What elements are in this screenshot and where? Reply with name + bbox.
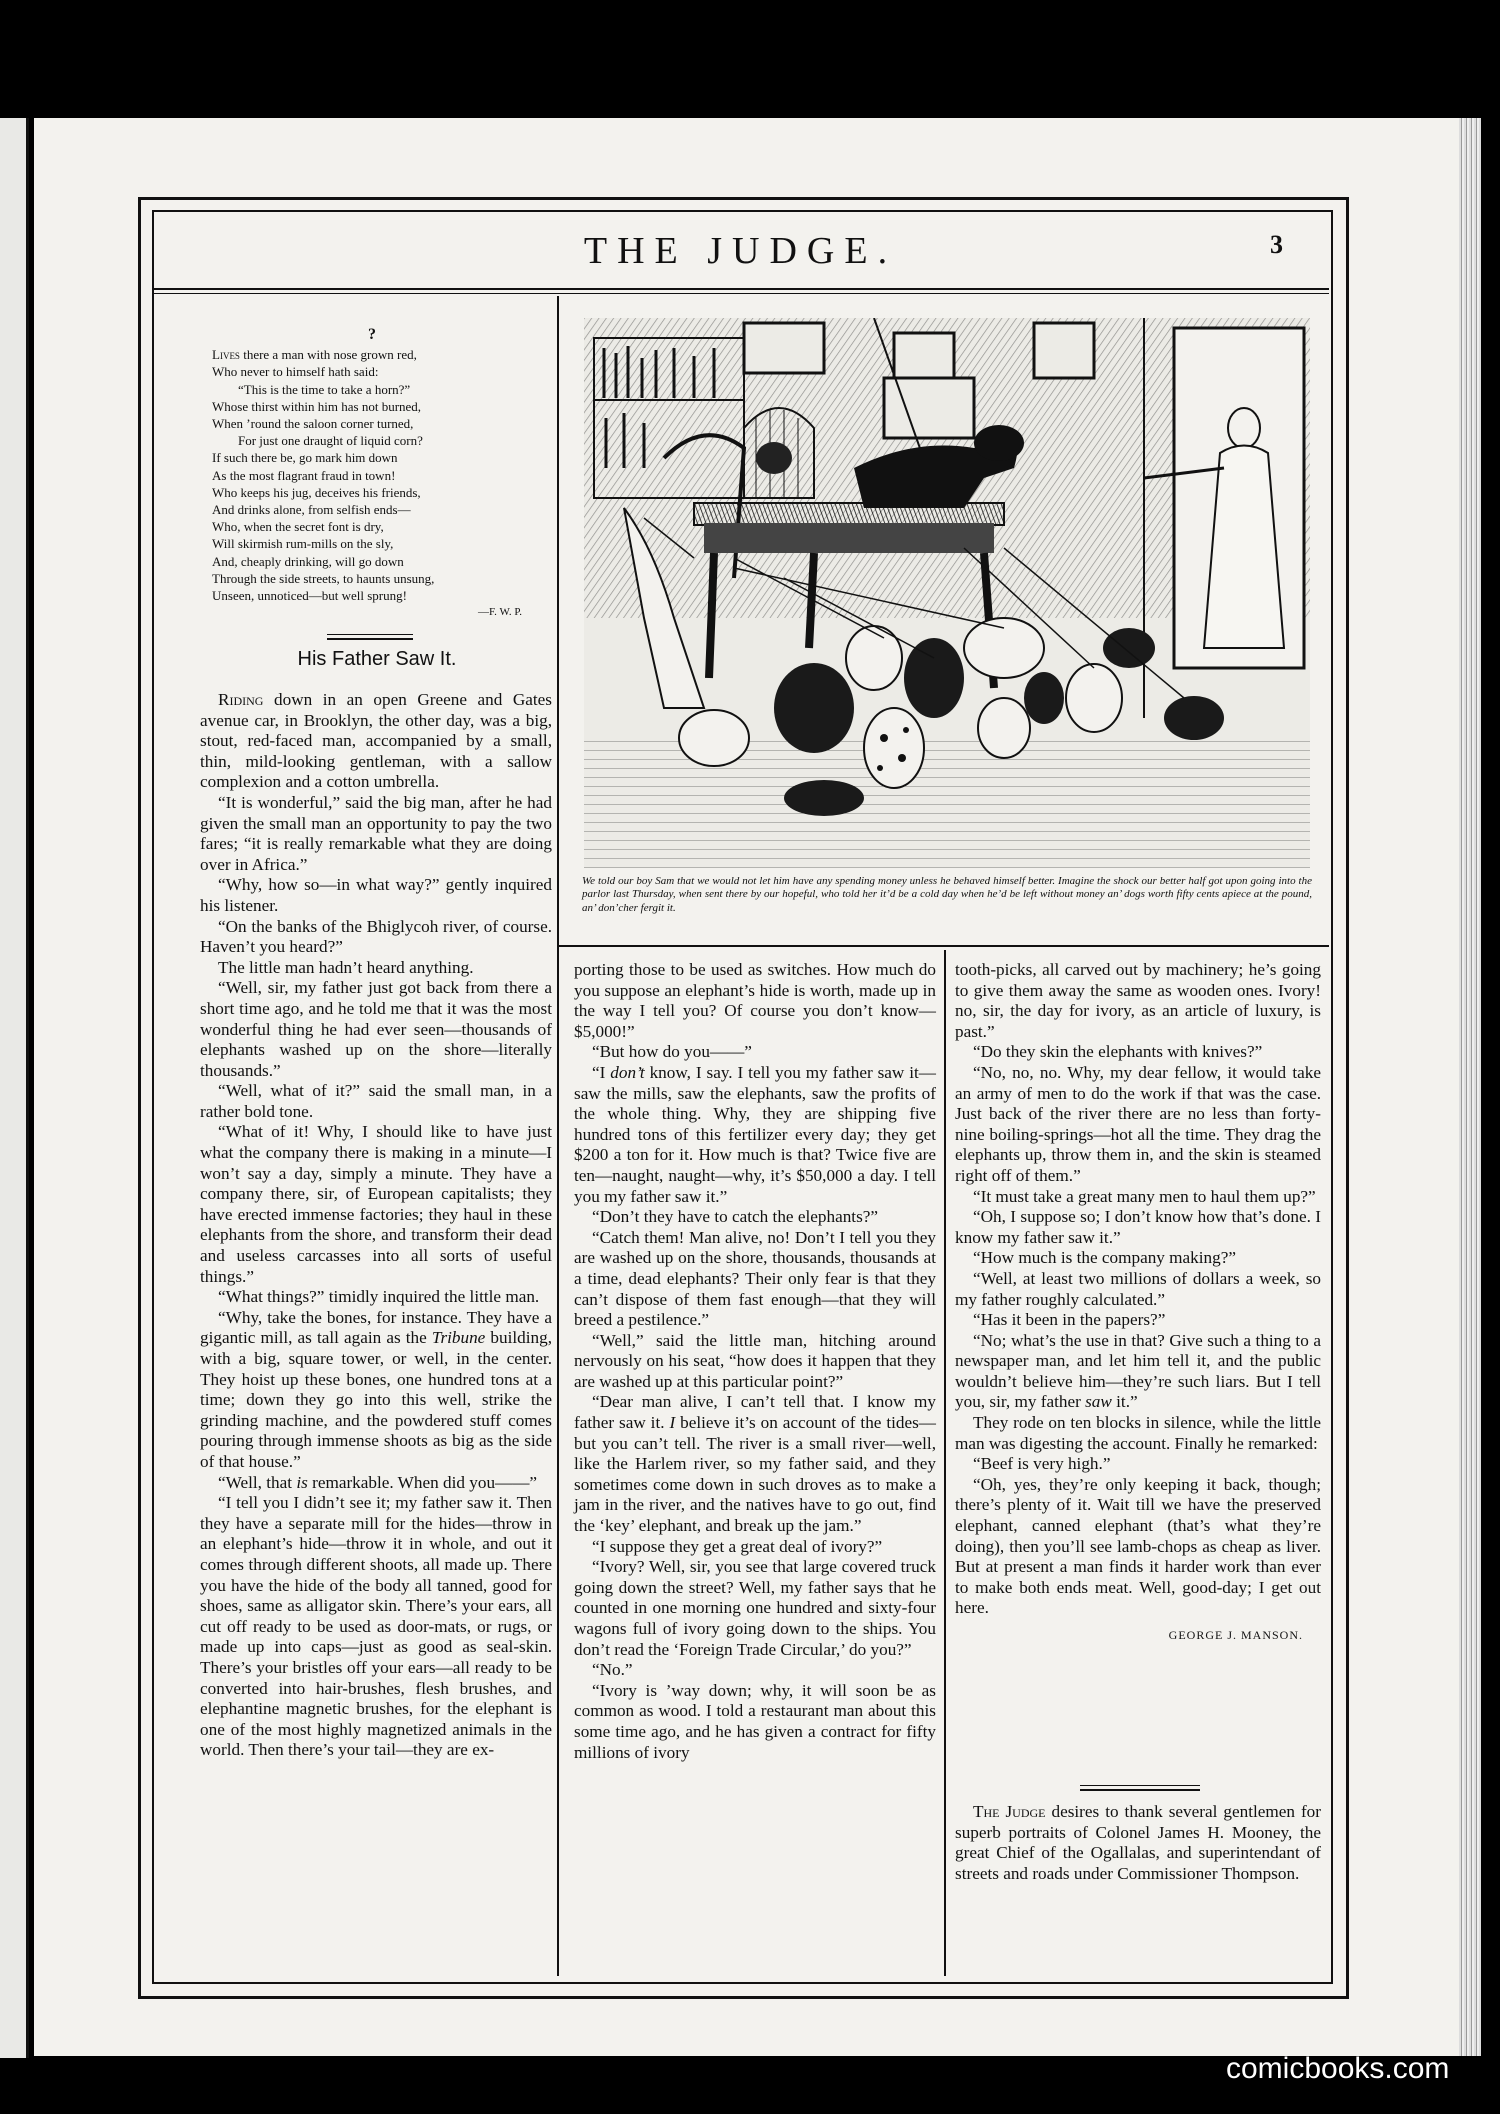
- heading-ornament-rule: [327, 634, 413, 635]
- paragraph: “What things?” timidly inquired the little man.: [218, 1287, 540, 1307]
- paragraph: “I don’t know, I say. I tell you my father saw it—saw the mills, saw the elephants, saw the profits of the whole thing. Why, they are shipping five hundred tons of this fertilizer every day; they get $200 a ton for it. How much is that? Twice five are ten—naught, naught—why, it’s $50,000 a day. I tell you my father saw it.”: [574, 1062, 936, 1206]
- poem-line: And, cheaply drinking, will go down: [212, 553, 404, 569]
- article-column-2: [574, 960, 936, 1763]
- poem-line: Through the side streets, to haunts unsung,: [212, 570, 435, 586]
- article-column-1: [200, 690, 552, 1761]
- notice-divider: [1080, 1785, 1200, 1786]
- poem-line: Unseen, unnoticed—but well sprung!: [212, 588, 407, 604]
- poem-line: Who never to himself hath said:: [212, 364, 379, 380]
- poem-title: ?: [368, 326, 376, 343]
- paragraph: “Beef is very high.”: [973, 1454, 1111, 1474]
- paragraph: “Catch them! Man alive, no! Don’t I tell you they are washed up on the shore, thousands, thousands at a time, dead elephants? Their only fear is that they can’t dispose of them fast enough—that they will breed a pestilence.”: [574, 1227, 936, 1330]
- heading-ornament-rule: [327, 638, 413, 640]
- paragraph: tooth-picks, all carved out by machinery; he’s going to give them away the same as wooden ones. Ivory! no, sir, the day for ivory, as an article of luxury, is past.”: [955, 960, 1321, 1041]
- paragraph: “Do they skin the elephants with knives?”: [973, 1042, 1263, 1062]
- paragraph: “How much is the company making?”: [973, 1248, 1236, 1268]
- paragraph: “But how do you——”: [592, 1042, 752, 1062]
- paragraph: “Ivory? Well, sir, you see that large covered truck going down the street? Well, my father says that he counted in one morning one hundred and sixty-four wagons full of ivory going down to the ships. You don’t read the ‘Foreign Trade Circular,’ do you?”: [574, 1557, 936, 1659]
- notice-divider: [1080, 1789, 1200, 1791]
- paragraph: “Ivory is ’way down; why, it will soon be as common as wood. I told a restaurant man about this some time ago, and he has given a contract for fifty millions of ivory: [574, 1680, 936, 1762]
- poem-line: “This is the time to take a horn?”: [238, 381, 411, 397]
- poem-line: If such there be, go mark him down: [212, 450, 398, 466]
- column-divider-2: [944, 950, 946, 1976]
- poem: [212, 326, 532, 621]
- poem-first-word: Lives: [212, 347, 240, 363]
- paragraph: “Well,” said the little man, hitching around nervously on his seat, “how does it happen that they are washed up at this particular point?”: [574, 1330, 936, 1391]
- paragraph: The Judge desires to thank several gentlemen for superb portraits of Colonel James H. Mooney, the great Chief of the Ogallalas, and superintendant of streets and roads under Commissioner Thompson.: [955, 1802, 1321, 1883]
- facing-page-edge: [0, 118, 29, 2058]
- notice-paragraph: [955, 1802, 1321, 1884]
- paragraph: They rode on ten blocks in silence, while the little man was digesting the account. Finally he remarked:: [955, 1413, 1321, 1453]
- paragraph: “Well, that is remarkable. When did you——”: [218, 1472, 538, 1492]
- paragraph: “No, no, no. Why, my dear fellow, it would take an army of men to do the work if that was the case. Just back of the river there are no less than forty-nine boiling-springs—hot all the time. They drag the elephants up, throw them in, and the skin is steamed right off of them.”: [955, 1062, 1321, 1185]
- article-signature: GEORGE J. MANSON.: [1168, 1628, 1303, 1642]
- paragraph: “I suppose they get a great deal of ivory?”: [592, 1536, 883, 1556]
- page-number: 3: [1270, 230, 1283, 259]
- paragraph: “I tell you I didn’t see it; my father saw it. Then they have a separate mill for the hides—throw in an elephant’s hide—throw it in whole, and out it comes through different shoots, all made up. There you have the hide of the body all tanned, good for shoes, same as alligator skin. There’s your ears, all cut off ready to be used as door-mats, or rugs, or made up into caps—just as good as seal-skin. There’s your bristles off your ears—all ready to be converted into hair-brushes, flesh brushes, and elephantine magnetic brushes, for the elephant is one of the most highly magnetized animals in the world. Then there’s your tail—they are ex-: [200, 1493, 552, 1760]
- column-divider-1: [557, 296, 559, 1976]
- paragraph: “What of it! Why, I should like to have just what the company there is making in a minute—I won’t say a day, simply a minute. They have a company there, sir, of European capitalists; they have erected immense factories; they haul in these elephants from the shore, and transform their dead and useless carcasses into all sorts of useful things.”: [200, 1122, 552, 1286]
- poem-line: Will skirmish rum-mills on the sly,: [212, 536, 394, 552]
- masthead-rule-thin: [152, 293, 1329, 294]
- poem-line: [212, 346, 532, 363]
- cartoon-illustration: [584, 318, 1310, 868]
- poem-line: Who, when the secret font is dry,: [212, 519, 384, 535]
- paragraph: “Why, take the bones, for instance. They have a gigantic mill, as tall again as the Tribune building, with a big, square tower, or well, in the center. They hoist up these bones, one hundred tons at a time; down they go into this well, strike the grinding machine, and the powdered stuff comes pouring through immense shoots as big as the side of that house.”: [200, 1307, 552, 1471]
- poem-line: For just one draught of liquid corn?: [238, 433, 423, 449]
- paragraph: “Has it been in the papers?”: [973, 1310, 1166, 1330]
- paragraph: “No.”: [592, 1660, 633, 1680]
- book-spine: [1459, 118, 1481, 2056]
- article-first-word: Riding: [218, 690, 264, 709]
- paragraph: “Dear man alive, I can’t tell that. I know my father saw it. I believe it’s on account of the tides—but you can’t tell. The river is a small river—well, like the Harlem river, so my father said, and they sometimes come down in such droves as to make a jam in the river, and the natives have to go out, find the ‘key’ elephant, and break up the jam.”: [574, 1392, 936, 1536]
- illustration-caption: We told our boy Sam that we would not let him have any spending money unless he behaved himself better. Imagine the shock our better half got upon going into the parlor last Thursday, when sent there by our hopeful, who told her it’d be a cold day when he’d be left without money an’ dogs worth fifty cents apiece at the pound, an’ don’cher fergit it.: [582, 875, 1312, 914]
- masthead-title: THE JUDGE.: [583, 230, 898, 272]
- cartoon-drawing: [584, 318, 1310, 868]
- paragraph: “On the banks of the Bhiglycoh river, of course. Haven’t you heard?”: [200, 916, 552, 957]
- watermark: comicbooks.com: [1226, 2052, 1450, 2085]
- poem-line: As the most flagrant fraud in town!: [212, 467, 396, 483]
- paragraph: The little man hadn’t heard anything.: [218, 957, 474, 977]
- poem-line: When ’round the saloon corner turned,: [212, 416, 414, 432]
- poem-line: Whose thirst within him has not burned,: [212, 398, 422, 414]
- poem-first-line-rest: there a man with nose grown red,: [239, 347, 417, 363]
- paragraph: “No; what’s the use in that? Give such a thing to a newspaper man, and let him tell it, and the public wouldn’t believe him—they’re such liars. But I tell you, sir, my father saw it.”: [955, 1330, 1321, 1412]
- paragraph: “Don’t they have to catch the elephants?”: [592, 1207, 879, 1227]
- poem-line: Who keeps his jug, deceives his friends,: [212, 484, 421, 500]
- illustration-bottom-rule: [559, 945, 1329, 947]
- paragraph: “Well, sir, my father just got back from there a short time ago, and he told me that it was the most wonderful thing he had ever seen—thousands of elephants washed up on the shore—literally thousands.”: [200, 978, 552, 1080]
- paragraph: porting those to be used as switches. How much do you suppose an elephant’s hide is worth, made up in the way I tell you? Of course you don’t know—$5,000!”: [574, 960, 936, 1041]
- paragraph: “It is wonderful,” said the big man, after he had given the small man an opportunity to pay the two fares; “it is really remarkable what they are doing over in Africa.”: [200, 792, 552, 874]
- article-title: His Father Saw It.: [297, 648, 457, 670]
- poem-signature: —F. W. P.: [477, 606, 522, 619]
- poem-line: And drinks alone, from selfish ends—: [212, 502, 411, 518]
- paragraph: “Oh, yes, they’re only keeping it back, though; there’s plenty of it. Wait till we have the preserved elephant, canned elephant (that’s what they’re doing), then you’ll see lamb-chops as cheap as liver. But at present a man finds it harder work than ever to make both ends meat. Well, good-day; I get out here.: [955, 1474, 1321, 1618]
- article-column-3: [955, 960, 1321, 1646]
- paragraph: “Oh, I suppose so; I don’t know how that’s done. I know my father saw it.”: [955, 1207, 1321, 1247]
- masthead-rule: [152, 288, 1329, 290]
- notice-name: The Judge: [973, 1802, 1046, 1821]
- paragraph: “Why, how so—in what way?” gently inquired his listener.: [200, 875, 552, 915]
- paragraph: “Well, what of it?” said the small man, in a rather bold tone.: [200, 1081, 552, 1121]
- paragraph: Riding down in an open Greene and Gates avenue car, in Brooklyn, the other day, was a big, stout, red-faced man, accompanied by a small, thin, mild-looking gentleman, with a sallow complexion and a cotton umbrella.: [200, 690, 552, 792]
- paragraph: “Well, at least two millions of dollars a week, so my father roughly calculated.”: [955, 1268, 1321, 1309]
- paragraph: “It must take a great many men to haul them up?”: [973, 1186, 1316, 1206]
